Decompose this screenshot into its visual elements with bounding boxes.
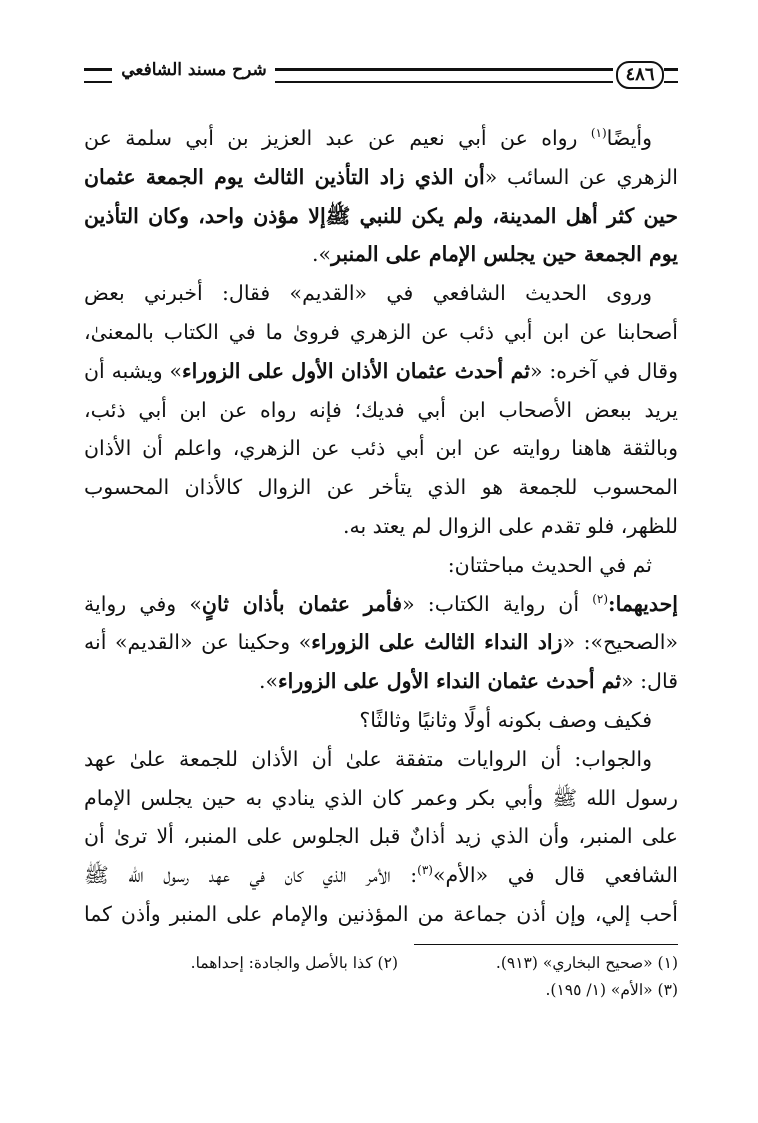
footnote-separator [414,944,678,945]
footnote-ref-2: (٢) [592,591,609,606]
quoted-hadith: زاد النداء الثالث على الزوراء [311,630,563,655]
text-line: الشافعي قال في «الأم»$^{(٣)}$: الأمر الذي كان في عهد رسول الله ﷺ [84,863,678,888]
header-rule-right [664,68,678,83]
quoted-hadith: ثم أحدث عثمان الأذان الأول على الزوراء [182,358,530,383]
quoted-hadith: فأمر عثمان بأذان ثانٍ [201,591,403,616]
text-line: أصحابنا عن ابن أبي ذئب عن الزهري فرویٰ ما في الكتاب بالمعنیٰ، [84,319,678,344]
footnote-row [84,950,678,977]
text-line: والجواب: أن الروايات متفقة علىٰ أن الأذان للجمعة علىٰ عهد [84,746,652,771]
text-line: على المنبر، وأن الذي زيد أذانٌ قبل الجلوس على المنبر، ألا ترىٰ أن [84,824,678,849]
text-line: «الصحيح»: «زاد النداء الثالث على الزوراء» وحكينا عن «القديم» أنه [84,630,678,655]
footnote-ref-3: (٣) [417,863,433,878]
text-line: يوم الجمعة حين يجلس الإمام على المنبر». [312,242,678,267]
page-number: ٤٨٦ [616,61,664,89]
text-line: فكيف وصف بكونه أولًا وثانيًا وثالثًا؟ [359,707,652,732]
running-title: شرح مسند الشافعي [121,60,267,80]
text-line: وبالثقة هاهنا روايته عن ابن أبي ذئب عن الزهري، واعلم أن الأذان [84,436,678,461]
running-header [84,58,678,92]
text-line: وروى الحديث الشافعي في «القديم» فقال: أخبرني بعض [84,281,652,306]
header-rule-left [84,68,112,83]
text-line: المحسوب للجمعة هو الذي يتأخر عن الزوال كالأذان المحسوب [84,475,678,500]
text-line: وقال في آخره: «ثم أحدث عثمان الأذان الأول على الزوراء» ويشبه أن [84,358,679,383]
footnotes [84,950,678,1004]
text-line: الزهري عن السائب «أن الذي زاد التأذين الثالث يوم الجمعة عثمان [84,164,678,189]
text-line: ثم في الحديث مباحثتان: [447,552,652,577]
header-rule-middle [275,68,613,83]
text-line: أحب إلي، وإن أذن جماعة من المؤذنين والإمام على المنبر وأذن كما [84,901,678,926]
text-line: قال: «ثم أحدث عثمان النداء الأول على الزوراء». [258,669,678,694]
main-text [84,119,678,934]
footnote-1: (١) «صحيح البخاري» (٩١٣). [495,954,678,972]
footnote-3: (٣) «الأم» (١/ ١٩٥). [545,981,678,999]
text-line: وأيضًا$^{(١)}$ رواه عن أبي نعيم عن عبد العزيز بن أبي سلمة عن [84,126,652,150]
quoted-hadith: ثم أحدث عثمان النداء الأول على الزوراء [278,669,622,694]
footnote-row [84,977,678,1004]
text-line: إحديهما:$^{(٢)}$ أن رواية الكتاب: «فأمر عثمان بأذان ثانٍ» وفي رواية [84,591,678,616]
text-line: رسول الله ﷺ وأبي بكر وعمر كان الذي ينادي به حين يجلس الإمام [84,785,678,810]
quoted-hadith: أن الذي زاد التأذين الثالث يوم الجمعة عثمان [84,164,485,189]
footnote-ref-1: (١) [590,126,607,141]
text-line: حين كثر أهل المدينة، ولم يكن للنبي ﷺإلا مؤذن واحد، وكان التأذين [84,203,678,228]
text-line: للظهر، فلو تقدم على الزوال لم يعتد به. [342,513,678,538]
text-line: يريد ببعض الأصحاب ابن أبي فديك؛ فإنه رواه عن ابن أبي ذئب، [84,397,678,422]
footnote-2: (٢) كذا بالأصل والجادة: إحداهما. [190,954,398,972]
